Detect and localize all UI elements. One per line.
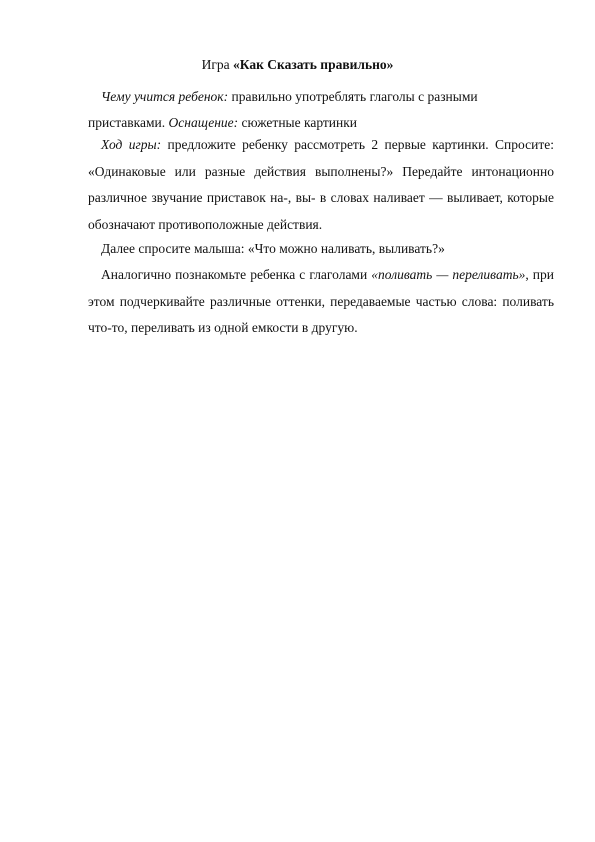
paragraph-question	[88, 236, 554, 262]
similar-text-before: Аналогично познакомьте ребенка с глаголами	[101, 267, 372, 282]
goal-text-continued: приставками.	[88, 115, 169, 130]
paragraph-goal	[88, 84, 554, 136]
page-title	[0, 55, 595, 75]
title-game-name: «Как Сказать правильно»	[233, 57, 394, 72]
similar-verbs: «поливать — переливать»	[371, 267, 526, 282]
equipment-text: сюжетные картинки	[238, 115, 358, 130]
goal-label: Чему учится ребенок:	[101, 89, 229, 104]
paragraph-game-process	[88, 132, 554, 238]
similar-text-after: , при этом подчеркивайте различные оттенки, передаваемые частью слова: поливать что-то, переливать из одной емкости в другую.	[88, 267, 554, 335]
goal-text: правильно употреблять глаголы с разными	[228, 89, 478, 104]
paragraph-similar	[88, 262, 554, 342]
equipment-label: Оснащение:	[168, 115, 239, 130]
title-prefix: Игра	[201, 57, 233, 72]
question-text: Далее спросите малыша: «Что можно наливать, выливать?»	[101, 241, 445, 256]
game-process-label: Ход игры:	[101, 137, 162, 152]
goal-line-1	[88, 84, 554, 110]
game-process-text: предложите ребенку рассмотреть 2 первые картинки. Спросите: «Одинаковые или разные действия выполнены?» Передайте интонационно различное звучание приставок на-, вы- в словах наливает — выливает, которые обозначают противоположные действия.	[88, 137, 554, 232]
